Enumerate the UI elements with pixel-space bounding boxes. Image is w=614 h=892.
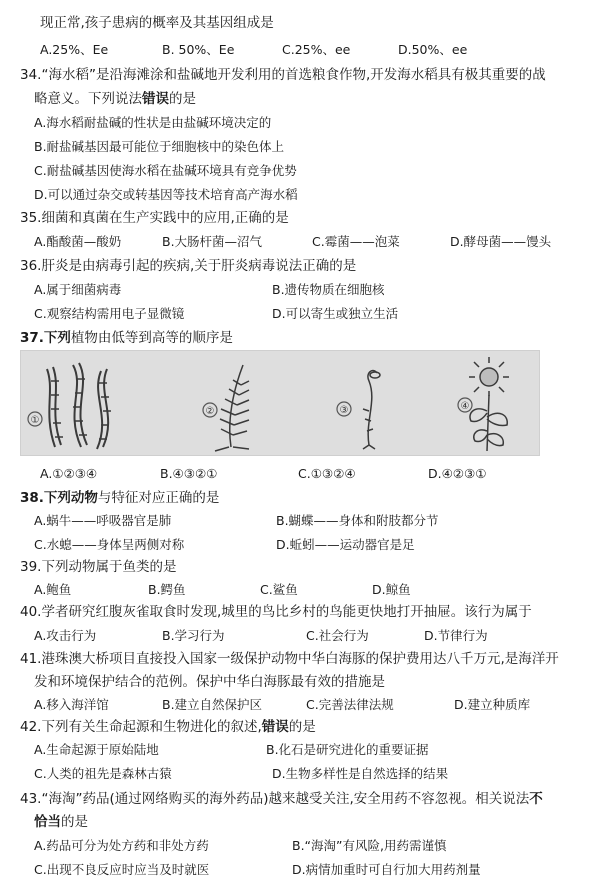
q41-stem-line1: 41.港珠澳大桥项目直接投入国家一级保护动物中华白海豚的保护费用达八千万元,是海洋开	[20, 651, 559, 667]
q43-option-b: B.“海淘”有风险,用药需谨慎	[292, 838, 447, 853]
q36-option-d: D.可以寄生或独立生活	[272, 306, 399, 321]
q33-option-b: B. 50%、Ee	[162, 42, 235, 57]
q40-option-a: A.攻击行为	[34, 628, 97, 643]
q39-stem: 39.下列动物属于鱼类的是	[20, 559, 177, 575]
q37-option-d: D.④②③①	[428, 466, 487, 481]
q42-option-d: D.生物多样性是自然选择的结果	[272, 766, 449, 781]
q38-stem: 38.下列动物与特征对应正确的是	[20, 490, 220, 506]
q39-option-d: D.鲸鱼	[372, 582, 411, 597]
q40-option-c: C.社会行为	[306, 628, 369, 643]
q33-option-c: C.25%、ee	[282, 42, 351, 57]
q35-stem: 35.细菌和真菌在生产实践中的应用,正确的是	[20, 210, 289, 226]
q43-option-c: C.出现不良反应时应当及时就医	[34, 862, 210, 877]
q43-option-d: D.病情加重时可自行加大用药剂量	[292, 862, 481, 877]
q42-option-c: C.人类的祖先是森林古猿	[34, 766, 172, 781]
q36-option-c: C.观察结构需用电子显微镜	[34, 306, 185, 321]
q42-stem: 42.下列有关生命起源和生物进化的叙述,错误的是	[20, 719, 316, 735]
q36-stem: 36.肝炎是由病毒引起的疾病,关于肝炎病毒说法正确的是	[20, 258, 357, 274]
q33-stem-continuation: 现正常,孩子患病的概率及其基因组成是	[40, 15, 274, 31]
q34-stem-line2: 略意义。下列说法错误的是	[34, 91, 196, 107]
q40-option-b: B.学习行为	[162, 628, 225, 643]
q34-option-a: A.海水稻耐盐碱的性状是由盐碱环境决定的	[34, 115, 272, 130]
moss-drawing	[363, 371, 380, 449]
q41-option-b: B.建立自然保护区	[162, 697, 263, 712]
q34-option-d: D.可以通过杂交或转基因等技术培育高产海水稻	[34, 187, 298, 202]
q43-stem-line2: 恰当的是	[34, 814, 88, 830]
q36-option-a: A.属于细菌病毒	[34, 282, 122, 297]
q33-option-a: A.25%、Ee	[40, 42, 109, 57]
q40-option-d: D.节律行为	[424, 628, 488, 643]
q39-option-a: A.鲍鱼	[34, 582, 72, 597]
q42-option-b: B.化石是研究进化的重要证据	[266, 742, 429, 757]
plant-figure	[20, 350, 540, 456]
q33-option-d: D.50%、ee	[398, 42, 468, 57]
q36-option-b: B.遗传物质在细胞核	[272, 282, 385, 297]
q34-stem-line1: 34.“海水稻”是沿海滩涂和盐碱地开发利用的首选粮食作物,开发海水稻具有极其重要的战	[20, 67, 546, 83]
figure-label-3: ③	[339, 405, 349, 416]
q43-stem-line1: 43.“海淘”药品(通过网络购买的海外药品)越来越受关注,安全用药不容忽视。相关说法不	[20, 791, 543, 807]
q42-option-a: A.生命起源于原始陆地	[34, 742, 159, 757]
figure-label-4: ④	[460, 401, 470, 412]
q34-option-b: B.耐盐碱基因最可能位于细胞核中的染色体上	[34, 139, 285, 154]
sunflower-drawing	[469, 357, 509, 451]
q34-option-c: C.耐盐碱基因使海水稻在盐碱环境具有竞争优势	[34, 163, 297, 178]
q35-option-a: A.酯酸菌—酸奶	[34, 234, 122, 249]
q37-option-b: B.④③②①	[160, 466, 218, 481]
q40-stem: 40.学者研究红腹灰雀取食时发现,城里的鸟比乡村的鸟能更快地打开抽屉。该行为属于	[20, 604, 532, 620]
q38-option-c: C.水螅——身体呈两侧对称	[34, 537, 185, 552]
q43-option-a: A.药品可分为处方药和非处方药	[34, 838, 209, 853]
q39-option-c: C.鲨鱼	[260, 582, 298, 597]
q37-stem: 37.下列植物由低等到高等的顺序是	[20, 330, 233, 346]
q35-option-c: C.霉菌——泡菜	[312, 234, 400, 249]
q37-option-a: A.①②③④	[40, 466, 98, 481]
q38-option-b: B.蝴蝶——身体和附肢都分节	[276, 513, 439, 528]
q39-option-b: B.鳄鱼	[148, 582, 186, 597]
algae-drawing	[47, 363, 111, 449]
q41-option-d: D.建立种质库	[454, 697, 531, 712]
q41-stem-line2: 发和环境保护结合的范例。保护中华白海豚最有效的措施是	[34, 674, 385, 690]
q41-option-c: C.完善法律法规	[306, 697, 394, 712]
figure-label-2: ②	[205, 406, 215, 417]
q38-option-d: D.蚯蚓——运动器官是足	[276, 537, 415, 552]
q35-option-d: D.酵母菌——馒头	[450, 234, 552, 249]
q41-option-a: A.移入海洋馆	[34, 697, 109, 712]
q38-option-a: A.蜗牛——呼吸器官是肺	[34, 513, 172, 528]
q35-option-b: B.大肠杆菌—沼气	[162, 234, 263, 249]
fern-drawing	[215, 365, 249, 451]
figure-label-1: ①	[30, 415, 40, 426]
q37-option-c: C.①③②④	[298, 466, 356, 481]
